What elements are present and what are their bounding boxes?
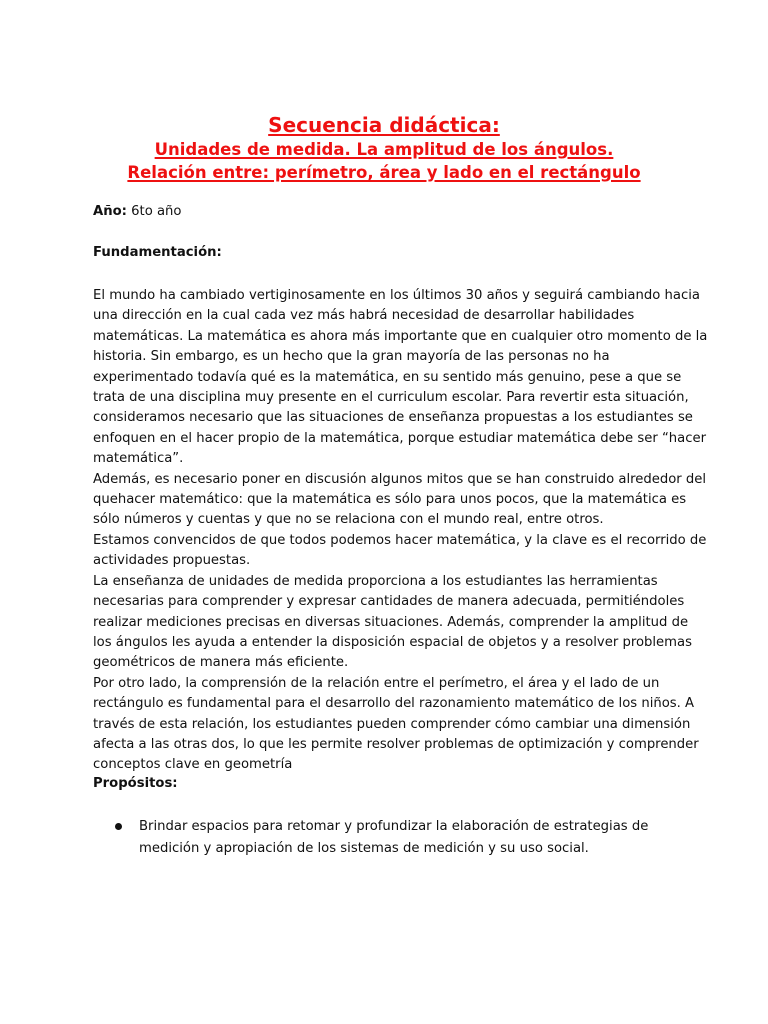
text-line: una dirección en la cual cada vez más habrá necesidad de desarrollar habilidades: [93, 308, 635, 324]
fundamentacion-heading: Fundamentación:: [93, 245, 222, 260]
text-line: necesarias para comprender y expresar cantidades de manera adecuada, permitiéndoles: [93, 594, 685, 610]
document-title: Secuencia didáctica:: [268, 113, 500, 137]
text-line: experimentado todavía qué es la matemática, en su sentido más genuino, pese a que se: [93, 369, 682, 385]
document-subtitle-line-2: Relación entre: perímetro, área y lado en el rectángulo: [127, 163, 641, 182]
text-line: trata de una disciplina muy presente en el curriculum escolar. Para revertir esta situación,: [93, 390, 689, 406]
text-line: historia. Sin embargo, es un hecho que la gran mayoría de las personas no ha: [93, 349, 610, 365]
text-line: geométricos de manera más eficiente.: [93, 655, 349, 671]
text-line: los ángulos les ayuda a entender la disposición espacial de objetos y a resolver problemas: [93, 634, 692, 650]
text-line: matemática”.: [93, 451, 184, 467]
text-line: quehacer matemático: que la matemática es sólo para unos pocos, que la matemática es: [93, 492, 687, 508]
text-line: El mundo ha cambiado vertiginosamente en los últimos 30 años y seguirá cambiando hacia: [93, 288, 700, 303]
text-line: Por otro lado, la comprensión de la relación entre el perímetro, el área y el lado de un: [93, 675, 660, 691]
title-block: [60, 112, 708, 184]
list-item-line: Brindar espacios para retomar y profundizar la elaboración de estrategias de: [139, 819, 649, 834]
text-line: Estamos convencidos de que todos podemos hacer matemática, y la clave es el recorrido de: [93, 532, 707, 548]
list-item-line: medición y apropiación de los sistemas de medición y su uso social.: [139, 840, 589, 856]
year-line: [93, 204, 181, 219]
text-line: Además, es necesario poner en discusión algunos mitos que se han construido alrededor del: [93, 471, 707, 487]
year-label: Año:: [93, 204, 127, 219]
bullet-icon: [115, 823, 122, 830]
text-line: actividades propuestas.: [93, 553, 251, 569]
text-line: rectángulo es fundamental para el desarrollo del razonamiento matemático de los niños. A: [93, 696, 695, 712]
text-line: matemáticas. La matemática es ahora más importante que en cualquier otro momento de la: [93, 328, 708, 344]
fundamentacion-text: [93, 286, 708, 776]
text-line: realizar mediciones precisas en diversas situaciones. Además, comprender la amplitud de: [93, 614, 689, 630]
text-line: La enseñanza de unidades de medida proporciona a los estudiantes las herramientas: [93, 573, 658, 589]
year-value: 6to año: [126, 204, 182, 219]
text-line: sólo números y cuentas y que no se relaciona con el mundo real, entre otros.: [93, 512, 604, 528]
document-subtitle-line-1: Unidades de medida. La amplitud de los ángulos.: [154, 140, 614, 159]
propositos-heading: Propósitos:: [93, 776, 178, 791]
propositos-list: [93, 816, 683, 859]
list-item: [93, 816, 683, 859]
text-line: afecta a las otras dos, lo que les permite resolver problemas de optimización y comprender: [93, 736, 699, 752]
text-line: través de esta relación, los estudiantes pueden comprender cómo cambiar una dimensión: [93, 716, 691, 732]
text-line: conceptos clave en geometría: [93, 757, 293, 773]
text-line: enfoquen en el hacer propio de la matemática, porque estudiar matemática debe ser “hacer: [93, 430, 707, 446]
text-line: consideramos necesario que las situaciones de enseñanza propuestas a los estudiantes se: [93, 410, 693, 426]
